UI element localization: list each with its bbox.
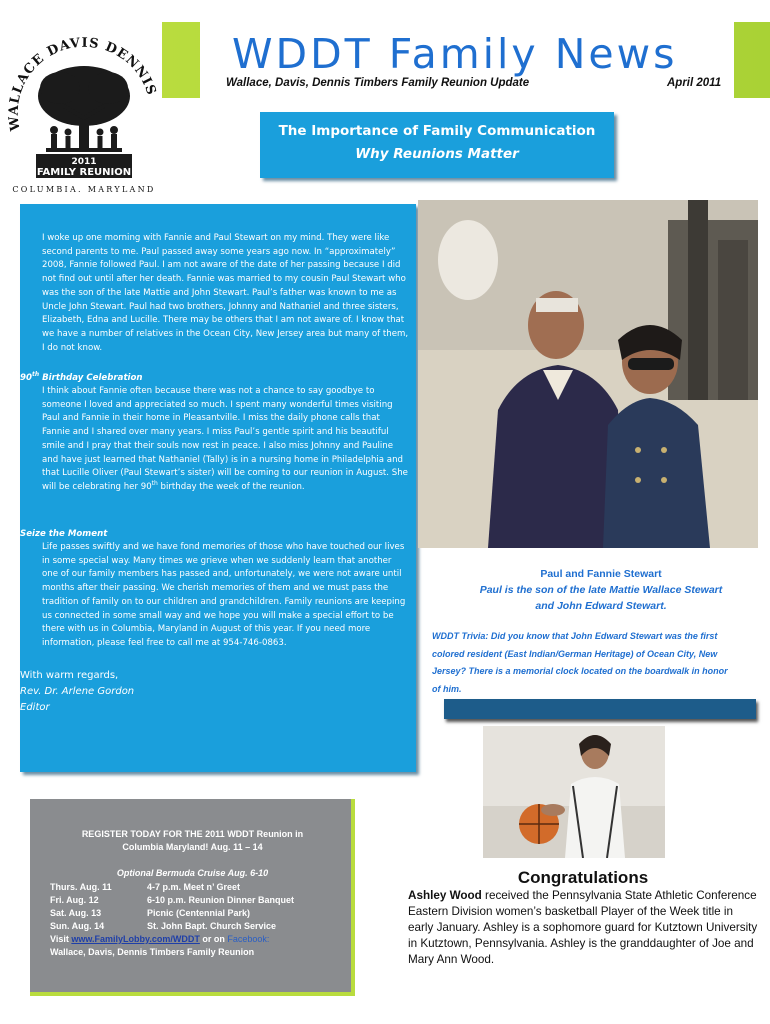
photo-paul-fannie — [418, 200, 758, 548]
article-paragraph: Life passes swiftly and we have fond memories of those who have touched our lives in some special way. Many times we grieve when we suddenly learn that another one of our family members has passed and, unfortunately, we were not aware until months after their passing. We cherish memories of them and we must pass the tradition of family on to our children and grandchildren. Family reunions are keeping us connected in some small way and we hope you will make a special effort to be there with us in Columbia, Maryland in August of this year. If you need more information, please feel free to call me at 954-746-0863. — [42, 542, 406, 648]
photo-caption-title: Paul and Fannie Stewart — [540, 568, 662, 580]
schedule-event: 6-10 p.m. Reunion Dinner Banquet — [147, 895, 295, 905]
newsletter-title: WDDT Family News — [232, 30, 678, 78]
congrats-text: Ashley Wood received the Pennsylvania State Athletic Conference Eastern Division women’s basketball Player of the Week title in early January. Ashley is a sophomore guard for Kutztown University in Kutztown, Pennsylvania. Ashley is the granddaughter of Joe and Mary Ann Wood. — [408, 889, 758, 966]
photo-caption-line: Paul is the son of the late Mattie Wallace Stewart — [479, 584, 723, 596]
logo-arc-text: WALLACE DAVIS DENNIS — [8, 35, 159, 132]
schedule-event: 4-7 p.m. Meet n’ Greet — [147, 882, 241, 892]
schedule-row — [50, 882, 350, 894]
register-heading: Columbia Maryland! Aug. 11 – 14 — [122, 842, 263, 852]
signoff-role: Editor — [20, 702, 50, 713]
section-heading-birthday: 90th Birthday Celebration — [20, 371, 143, 383]
facebook-link[interactable]: Facebook: — [227, 934, 270, 944]
schedule-row — [50, 908, 350, 920]
schedule-event: Picnic (Centennial Park) — [147, 908, 251, 918]
trivia-text: WDDT Trivia: Did you know that John Edward Stewart was the first colored resident (East Indian/German Heritage) of Ocean City, New Jersey? There is a memorial clock located on the boardwalk in honor of him. — [432, 631, 728, 694]
familylobby-link[interactable]: www.FamilyLobby.com/WDDT — [71, 934, 200, 944]
schedule-day: Fri. Aug. 12 — [50, 895, 99, 905]
reunion-logo — [8, 18, 160, 198]
photo-caption-line: and John Edward Stewart. — [535, 600, 667, 612]
congrats-name: Ashley Wood — [408, 889, 482, 902]
logo-location: COLUMBIA. MARYLAND — [12, 185, 156, 194]
register-heading: REGISTER TODAY FOR THE 2011 WDDT Reunion in — [81, 829, 304, 839]
signoff-regards: With warm regards, — [20, 670, 119, 681]
article-box — [20, 204, 416, 772]
schedule-row — [50, 921, 350, 933]
register-cruise: Optional Bermuda Cruise Aug. 6-10 — [116, 868, 269, 878]
issue-date: April 2011 — [667, 77, 722, 89]
article-paragraph: I think about Fannie often because there was not a chance to say goodbye to someone I loved and appreciated so much. I spent many wonderful times visiting Paul and Fannie in their home in Pleasantville. I miss the daily phone calls that Fannie and I shared over many years. I miss Paul’s gentle spirit and his beautiful smile and I pray that their souls now rest in peace. I also miss Johnny and Pauline and have just learned that Nathaniel (Tally) is in a nursing home in Philadelphia and that Lucille Oliver (Paul Stewart’s sister) will be coming to our reunion in August. She will be celebrating her 90th birthday the week of the reunion. — [42, 386, 408, 492]
congrats-title: Congratulations — [517, 868, 649, 887]
schedule-day: Sat. Aug. 13 — [50, 908, 102, 918]
logo-year: 2011 — [71, 157, 97, 167]
photo-ashley-wood — [483, 726, 665, 858]
article-paragraph: I woke up one morning with Fannie and Paul Stewart on my mind. They were like second parents to me. Paul passed away some years ago now. In “approximately” 2008, Fannie followed Paul. I am not aware of the date of her passing because I did not find out until after her death. Fannie was married to my cousin Paul Stewart who was the son of the late Mattie and John Stewart. Paul’s father was known to me as Uncle John Stewart. Paul had two brothers, Johnny and Nathaniel and three sisters, Elizabeth, Edna and Lucille. There may be others that I am not aware of. I know that we have a number of relatives in the Ocean City, New Jersey area but many of them, I do not know. — [42, 233, 409, 353]
headline-subtitle: Why Reunions Matter — [355, 146, 519, 162]
headline-title: The Importance of Family Communication — [278, 123, 596, 139]
headline-box — [260, 112, 614, 178]
schedule-event: St. John Bapt. Church Service — [147, 921, 277, 931]
divider-bar — [444, 699, 756, 719]
register-visit-line: Visit www.FamilyLobby.com/WDDT or on Facebook: — [50, 934, 270, 944]
schedule-row — [50, 895, 350, 907]
signoff-author: Rev. Dr. Arlene Gordon — [20, 686, 135, 697]
newsletter-subtitle: Wallace, Davis, Dennis Timbers Family Reunion Update — [226, 77, 530, 89]
schedule-day: Sun. Aug. 14 — [50, 921, 105, 931]
section-heading-seize: Seize the Moment — [20, 529, 108, 539]
register-box — [30, 799, 355, 996]
logo-banner: FAMILY REUNION — [36, 167, 132, 178]
schedule-day: Thurs. Aug. 11 — [50, 882, 112, 892]
register-family-name: Wallace, Davis, Dennis Timbers Family Reunion — [50, 947, 255, 957]
